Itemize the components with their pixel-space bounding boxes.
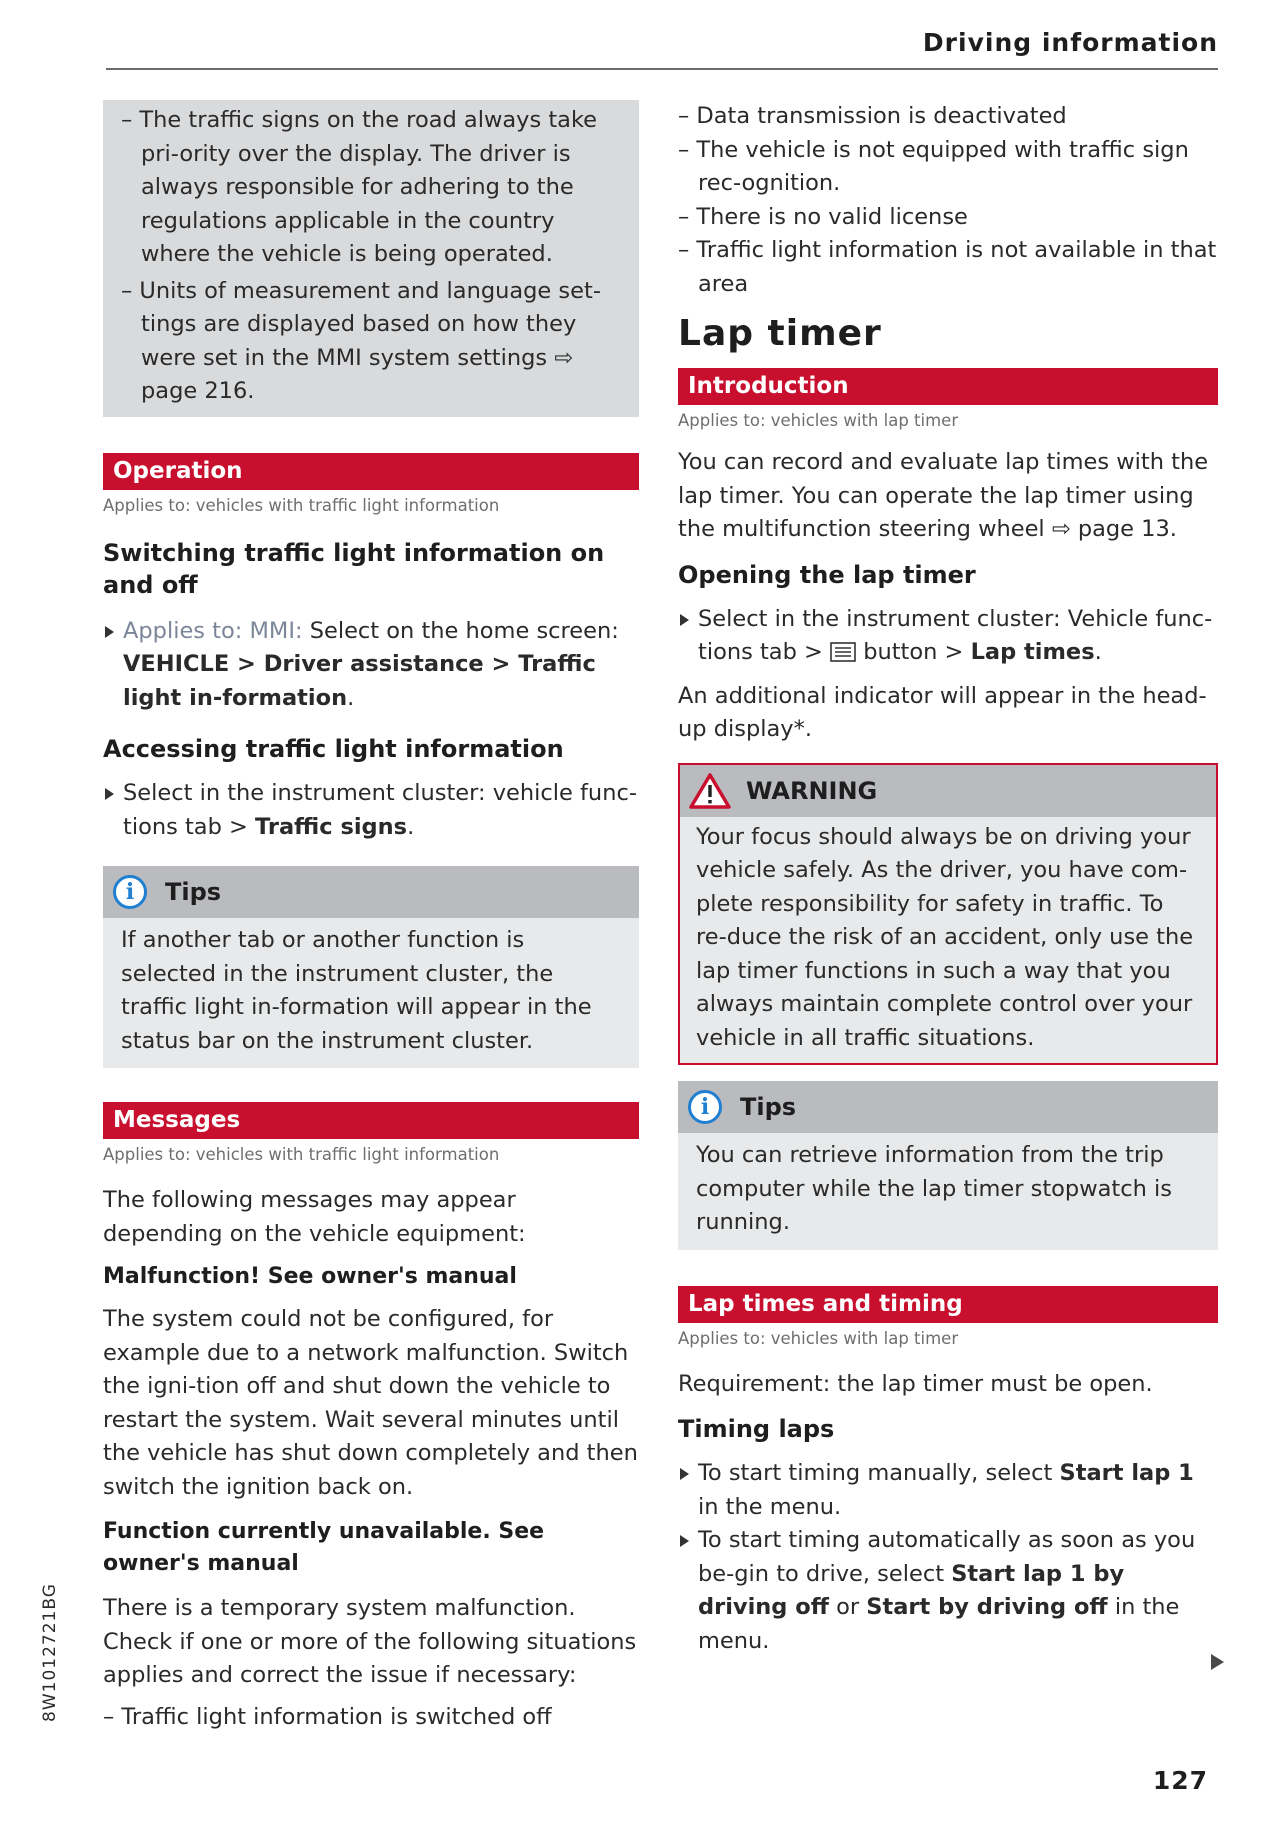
chapter-title-lap-timer: Lap timer [678,313,882,354]
step-timing-auto [678,1524,1218,1658]
menu-item: Start by driving off [866,1594,1108,1620]
tips-label: Tips [165,878,222,906]
step-text: To start timing manually, select [698,1460,1053,1486]
malfunction-text: The system could not be configured, for example due to a network malfunction. Switch the igni-tion off and shut down the vehicle to restart the system. Wait several minutes until the vehicle has shut down completely and then switch the ignition back on. [103,1306,638,1500]
warning-label: WARNING [746,776,878,805]
tips-box [678,1081,1218,1250]
step-arrow-icon [680,1535,689,1547]
applies-inline: Applies to: MMI: [123,617,303,644]
note-item: – Units of measurement and language set-tings are displayed based on how they were set in the MMI system settings ⇨ page 216. [121,277,601,404]
step-text: or [836,1594,860,1620]
step-arrow-icon [680,1468,689,1480]
info-icon: i [113,875,147,909]
applies-to: Applies to: vehicles with traffic light information [103,1145,500,1164]
situation-item: – There is no valid license [678,203,968,230]
situation-item: – Traffic light information is not available in that area [678,237,1217,297]
continue-arrow-icon [1211,1654,1224,1670]
info-icon: i [688,1090,722,1124]
step-text-button: button > [863,639,964,665]
situation-item: – Data transmission is deactivated [678,103,1067,129]
step-arrow-icon [105,626,114,638]
menu-item: Start lap 1 by driving off [698,1560,1125,1620]
menu-item: Start lap 1 [1059,1460,1194,1486]
step-opening: Select in the instrument cluster: Vehicle func-tions tab > button > Lap times. [678,603,1218,670]
step-text: Select in the instrument cluster: Vehicle func-tions tab > [698,605,1213,665]
step-timing-manual [678,1457,1218,1524]
section-bar-operation: Operation [103,453,639,490]
heading-switching: Switching traffic light information on and off [103,538,605,599]
step-switching: Applies to: MMI: Select on the home screen: VEHICLE > Driver assistance > Traffic light in-formation. [103,615,639,716]
applies-to: Applies to: vehicles with lap timer [678,411,959,430]
heading-opening: Opening the lap timer [678,560,976,589]
unavailable-text: There is a temporary system malfunction. Check if one or more of the following situations applies and correct the issue if necessary: [103,1595,637,1688]
indicator-text: An additional indicator will appear in the head-up display*. [678,682,1207,742]
list-menu-icon [830,642,856,662]
menu-path: VEHICLE > Driver assistance > Traffic light in-formation [123,651,596,711]
tips-label: Tips [740,1093,797,1121]
step-accessing: Select in the instrument cluster: vehicle func-tions tab > Traffic signs. [103,777,639,844]
right-column [678,100,1218,1658]
tips-box [103,866,639,1068]
step-arrow-icon [680,614,689,626]
warning-triangle-icon [688,772,732,810]
heading-timing-laps: Timing laps [678,1415,835,1443]
note-box [103,100,639,417]
left-column [103,100,639,1734]
section-bar-messages: Messages [103,1102,639,1139]
note-item: – The traffic signs on the road always take pri-ority over the display. The driver is always responsible for adhering to the regulations applicable in the country where the vehicle is being operated. [121,107,598,267]
messages-intro: The following messages may appear depending on the vehicle equipment: [103,1187,526,1247]
heading-accessing: Accessing traffic light information [103,735,564,763]
step-text: in the menu. [698,1493,842,1520]
step-text: Select in the instrument cluster: vehicle func-tions tab > [123,780,637,840]
step-text: Select on the home screen: [309,617,619,644]
tips-text: You can retrieve information from the trip computer while the lap timer stopwatch is running. [696,1142,1172,1235]
heading-malfunction: Malfunction! See owner's manual [103,1264,517,1289]
warning-text: Your focus should always be on driving your vehicle safely. As the driver, you have com-plete responsibility for safety in traffic. To re-duce the risk of an accident, only use the lap timer functions in such a way that you always maintain complete control over your vehicle in all traffic situations. [696,823,1194,1051]
tips-header [678,1081,1218,1133]
document-code: 8W1012721BG [40,1583,60,1722]
step-text: To start timing automatically as soon as you be-gin to drive, select [698,1527,1196,1587]
situation-item: – Traffic light information is switched off [103,1703,552,1730]
section-bar-introduction: Introduction [678,368,1218,405]
applies-to: Applies to: vehicles with lap timer [678,1328,959,1348]
situation-item: – The vehicle is not equipped with traffic sign rec-ognition. [678,136,1189,196]
warning-box [678,763,1218,1066]
heading-unavailable: Function currently unavailable. See owner's manual [103,1519,545,1576]
step-text: in the menu. [698,1594,1180,1654]
requirement-text: Requirement: the lap timer must be open. [678,1370,1153,1397]
page-header-title: Driving information [922,28,1218,57]
introduction-text: You can record and evaluate lap times with the lap timer. You can operate the lap timer using the multifunction steering wheel ⇨ page 13. [678,449,1209,542]
section-bar-lap-times: Lap times and timing [678,1286,1218,1323]
menu-path: Lap times [970,639,1095,665]
tips-text: If another tab or another function is selected in the instrument cluster, the traffic light in-formation will appear in the status bar on the instrument cluster. [121,927,592,1054]
warning-header [680,765,1216,817]
step-arrow-icon [105,788,114,800]
menu-path: Traffic signs [255,813,408,840]
page-number: 127 [1152,1766,1208,1795]
applies-to: Applies to: vehicles with traffic light information [103,495,500,515]
tips-header [103,866,639,918]
header-rule [106,68,1218,70]
